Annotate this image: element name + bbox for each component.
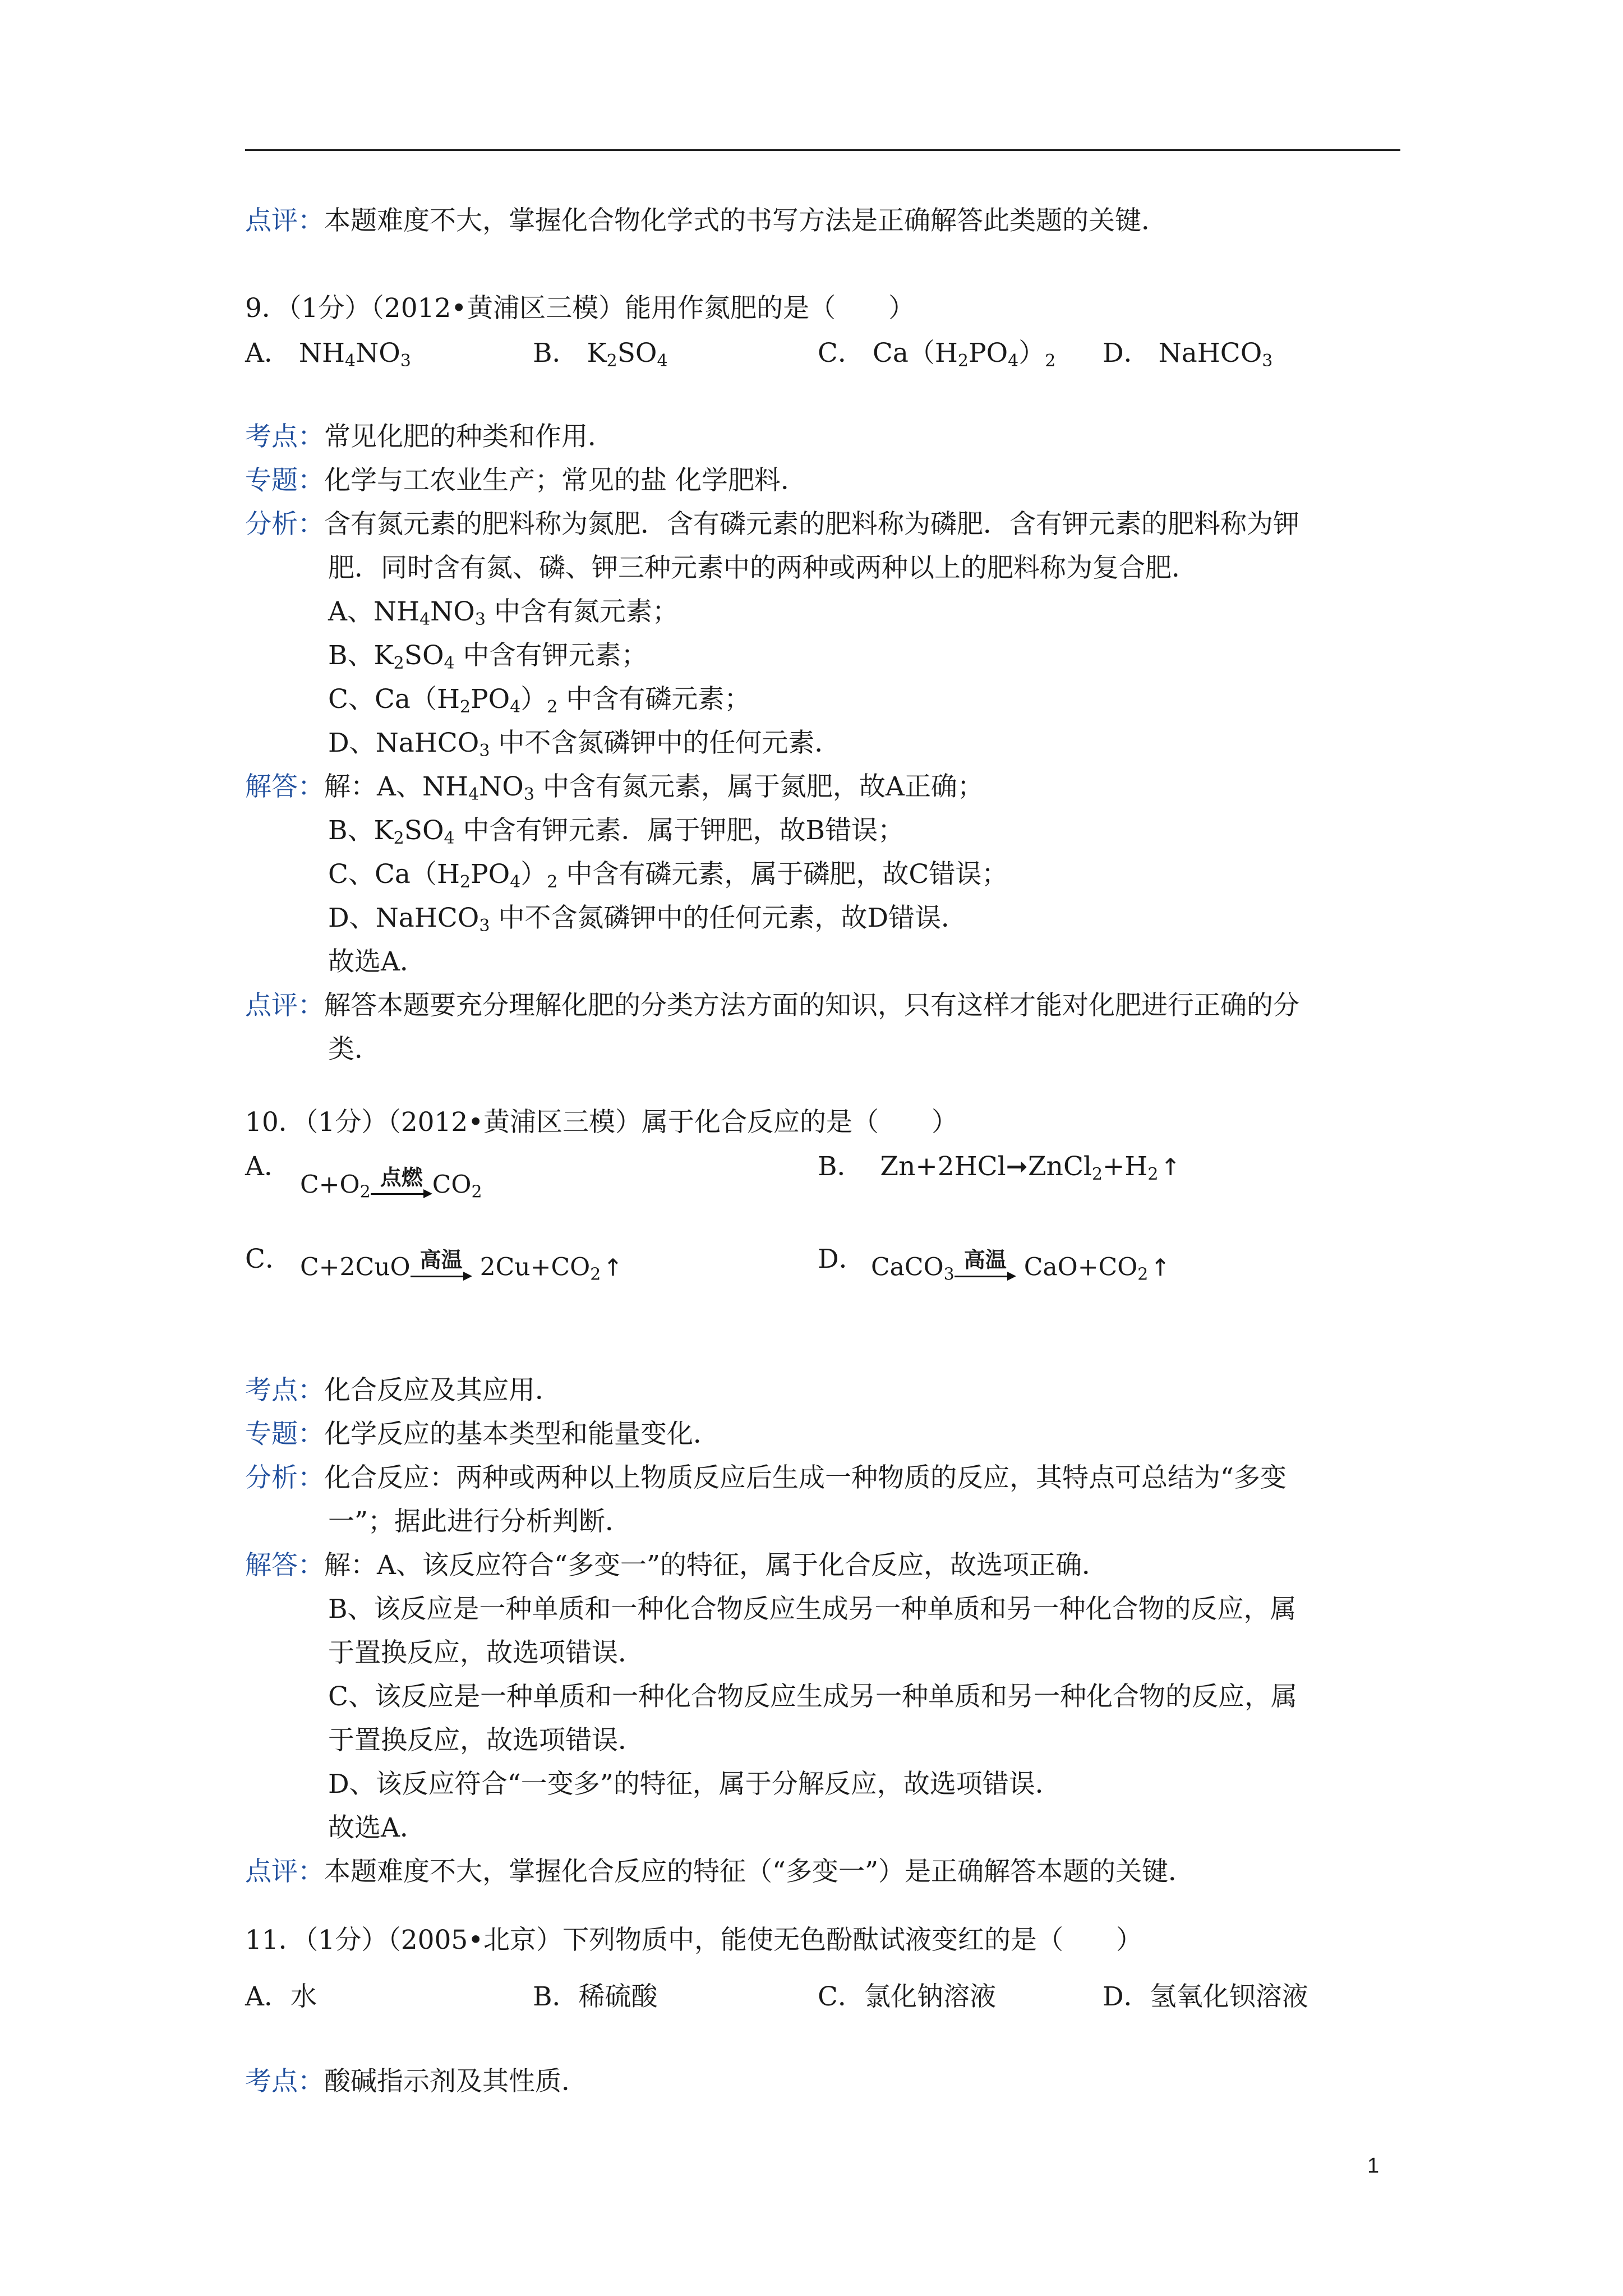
q11-option-c: C．氯化钠溶液 <box>818 1981 996 2012</box>
label-dianping: 点评： <box>245 990 324 1021</box>
label-zhuanti: 专题： <box>245 1419 324 1450</box>
q10-option-c-equation: C+2CuO 高温 $2Cu+CO_2↑$ <box>300 1252 623 1286</box>
label-zhuanti: 专题： <box>245 465 324 496</box>
q11-stem-text: 11．（1分）（2005•北京）下列物质中，能使无色酚酞试液变红的是（ ） <box>245 1925 1143 1955</box>
question-11-stem <box>245 1918 1400 1962</box>
label-kaodian: 考点： <box>245 1375 324 1406</box>
q10-option-d-label: D． <box>818 1244 865 1274</box>
q9-jieda-c: C、$Ca(H_2PO_4)_2$ 中含有磷元素，属于磷肥，故C错误； <box>328 859 1008 892</box>
page-number: 1 <box>1367 2154 1380 2178</box>
q9-option-b: B． $K_2SO_4$ <box>533 338 668 371</box>
q9-stem-text: 9．（1分）（2012•黄浦区三模）能用作氮肥的是（ ） <box>245 293 915 324</box>
q10-option-d-equation: CaCO$_3$ 高温 $CaO+CO_2↑$ <box>871 1252 1170 1286</box>
label-fenxi: 分析： <box>245 1462 324 1493</box>
q10-option-a-label: A． <box>245 1151 291 1182</box>
q11-option-a: A．水 <box>245 1981 317 2012</box>
q9-option-a: A． $NH_4NO_3$ <box>245 338 411 371</box>
label-kaodian: 考点： <box>245 421 324 452</box>
label-kaodian: 考点： <box>245 2066 324 2097</box>
header-rule <box>245 149 1400 151</box>
question-10-stem <box>245 1101 1400 1144</box>
q9-fenxi-d: D、NaHCO$_3$ 中不含氮磷钾中的任何元素． <box>328 728 841 761</box>
label-dianping: 点评： <box>245 1856 324 1887</box>
q9-solution: 考点：常见化肥的种类和作用． 专题：化学与工农业生产；常见的盐 化学肥料． 分析：含有氮元素的肥料称为氮肥．含有磷元素的肥料称为磷肥．含有钾元素的肥料称为钾 肥．同时含有氮、磷、钾三种元素中的两种或两种以上的肥料称为复合肥． A、$NH_4NO_3$ 中含有氮元素； B、$K_2SO_4$ 中含有钾元素； C、$Ca(H_2PO_4)_2$ 中含有磷元素； D、NaHCO$_3$ 中不含氮磷钾中的任何元素． 解答：解：A、$NH_4NO_3$ 中含有氮元素，属于氮肥，故A正确； B、$K_2SO_4$ 中含有钾元素．属于钾肥，故B错误； C、$Ca(H_2PO_4)_2$ 中含有磷元素，属于磷肥，故C错误； D、NaHCO$_3$ 中不含氮磷钾中的任何元素，故D错误． 故选A． 点评：解答本题要充分理解化肥的分类方法方面的知识，只有这样才能对化肥进行正确的分 类． <box>245 415 1400 1071</box>
q10-option-a-equation: $C+O_2$ 点燃 $CO_2$ <box>300 1170 482 1203</box>
q10-solution: 考点：化合反应及其应用． 专题：化学反应的基本类型和能量变化． 分析：化合反应：两种或两种以上物质反应后生成一种物质的反应，其特点可总结为“多变 一”；据此进行分析判断． 解答：解：A、该反应符合“多变一”的特征，属于化合反应，故选项正确． B、该反应是一种单质和一种化合物反应生成另一种单质和另一种化合物的反应，属 于置换反应，故选项错误． C、该反应是一种单质和一种化合物反应生成另一种单质和另一种化合物的反应，属 于置换反应，故选项错误． D、该反应符合“一变多”的特征，属于分解反应，故选项错误． 故选A． 点评：本题难度不大，掌握化合反应的特征（“多变一”）是正确解答本题的关键． <box>245 1375 1297 1887</box>
q9-option-d: D． NaHCO$_3$ <box>1103 338 1273 371</box>
ignite-arrow: 点燃 <box>371 1170 432 1203</box>
q10-option-c-label: C． <box>245 1244 292 1274</box>
high-temp-arrow: 高温 <box>955 1252 1016 1286</box>
q11-solution: 考点：酸碱指示剂及其性质． <box>245 2066 588 2097</box>
top-comment <box>245 199 1400 243</box>
q11-option-b: B．稀硫酸 <box>533 1981 658 2012</box>
q11-option-d: D．氢氧化钡溶液 <box>1103 1981 1308 2012</box>
q9-option-c: C． $Ca(H_2PO_4)_2$ <box>818 338 1056 371</box>
q9-fenxi-b: B、$K_2SO_4$ 中含有钾元素； <box>328 640 648 673</box>
label-fenxi: 分析： <box>245 509 324 540</box>
q10-stem-text: 10．（1分）（2012•黄浦区三模）属于化合反应的是（ ） <box>245 1107 958 1138</box>
question-9-stem <box>245 287 1400 330</box>
q9-jieda-d: D、NaHCO$_3$ 中不含氮磷钾中的任何元素，故D错误． <box>328 903 968 936</box>
q9-fenxi-c: C、$Ca(H_2PO_4)_2$ 中含有磷元素； <box>328 684 751 717</box>
label-jieda: 解答： <box>245 1550 324 1581</box>
q9-fenxi-a: A、$NH_4NO_3$ 中含有氮元素； <box>328 596 679 629</box>
label-dianping: 点评： <box>245 205 324 236</box>
top-comment-text: 本题难度不大，掌握化合物化学式的书写方法是正确解答此类题的关键． <box>324 205 1168 236</box>
q9-jieda-b: B、$K_2SO_4$ 中含有钾元素．属于钾肥，故B错误； <box>328 815 905 848</box>
q10-option-b: B． $Zn+2HCl➞ZnCl_2+H_2↑$ <box>818 1151 1181 1184</box>
label-jieda: 解答： <box>245 771 324 802</box>
high-temp-arrow: 高温 <box>411 1252 472 1286</box>
